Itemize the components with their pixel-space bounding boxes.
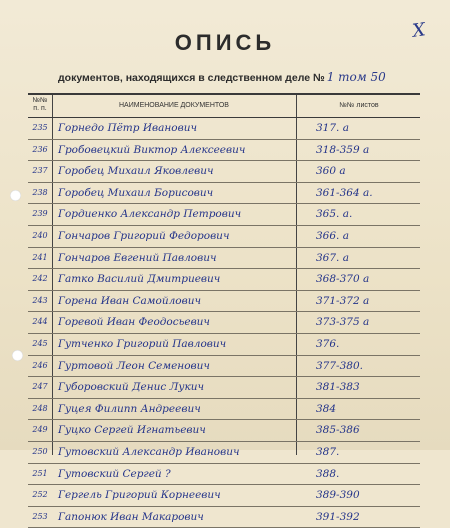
table-row — [28, 356, 420, 378]
row-document: Горена Иван Самойлович — [58, 294, 202, 307]
row-document: Гордиенко Александр Петрович — [58, 208, 242, 221]
row-sheets: 365. а. — [316, 208, 353, 221]
row-document: Гутовский Александр Иванович — [58, 445, 240, 458]
row-number: 238 — [32, 187, 48, 197]
row-document: Гробовецкий Виктор Алексеевич — [58, 143, 246, 156]
document-title: ОПИСЬ — [174, 30, 276, 55]
table-row — [28, 399, 420, 421]
row-document: Гергель Григорий Корнеевич — [58, 489, 221, 502]
table-row — [28, 507, 420, 528]
row-document: Гатко Василий Дмитриевич — [58, 273, 221, 286]
row-document: Гапонюк Иван Макарович — [58, 510, 204, 523]
row-sheets: 361-364 а. — [316, 186, 373, 199]
table-header — [28, 95, 420, 118]
row-sheets: 371-372 а — [316, 294, 370, 307]
row-number: 242 — [32, 274, 48, 284]
row-sheets: 389-390 — [316, 489, 360, 502]
punch-hole-bottom — [12, 350, 23, 361]
row-number: 243 — [32, 295, 48, 305]
punch-hole-top — [10, 190, 21, 201]
row-number: 241 — [32, 252, 48, 262]
row-number: 236 — [32, 144, 48, 154]
row-document: Гончаров Григорий Федорович — [58, 229, 230, 242]
header-documents: НАИМЕНОВАНИЕ ДОКУМЕНТОВ — [119, 102, 229, 109]
row-sheets: 376. — [316, 337, 340, 350]
row-number: 251 — [32, 468, 48, 478]
row-document: Горобец Михаил Яковлевич — [58, 165, 214, 178]
row-sheets: 377-380. — [316, 359, 363, 372]
table-row — [28, 269, 420, 291]
document-subtitle — [58, 70, 450, 84]
row-document: Горевой Иван Феодосьевич — [58, 316, 210, 329]
row-number: 240 — [32, 230, 48, 240]
row-sheets: 366. а — [316, 229, 349, 242]
row-sheets: 318-359 а — [316, 143, 370, 156]
row-sheets: 388. — [316, 467, 340, 480]
row-number: 252 — [32, 490, 48, 500]
inventory-table — [28, 93, 420, 528]
row-number: 235 — [32, 123, 48, 132]
row-document: Гуртовой Леон Семенович — [58, 359, 210, 372]
row-sheets: 381-383 — [316, 381, 360, 394]
row-document: Гутченко Григорий Павлович — [58, 337, 227, 350]
row-number: 239 — [32, 209, 48, 219]
row-sheets: 385-386 — [316, 424, 360, 437]
row-document: Гончаров Евгений Павлович — [58, 251, 217, 264]
row-number: 250 — [32, 446, 48, 456]
row-number: 248 — [32, 403, 48, 413]
table-row — [28, 291, 420, 313]
row-number: 247 — [32, 382, 48, 392]
row-sheets: 317. а — [316, 122, 349, 134]
row-document: Горнедо Пётр Иванович — [58, 122, 197, 134]
table-row — [28, 118, 420, 140]
table-row — [28, 226, 420, 248]
header-sheets: №№ листов — [339, 102, 379, 109]
table-row — [28, 334, 420, 356]
table-row — [28, 464, 420, 486]
table-row — [28, 312, 420, 334]
row-number: 253 — [32, 511, 48, 521]
row-sheets: 367. а — [316, 251, 349, 264]
row-number: 244 — [32, 317, 48, 327]
corner-handwritten-mark: X — [411, 19, 427, 42]
table-row — [28, 377, 420, 399]
table-row — [28, 485, 420, 507]
table-body — [28, 118, 420, 528]
row-sheets: 387. — [316, 445, 340, 458]
row-number: 237 — [32, 166, 48, 176]
table-row — [28, 140, 420, 162]
row-number: 246 — [32, 360, 48, 370]
subtitle-text: документов, находящихся в следственном деле № — [58, 72, 325, 84]
header-number: №№ п. п. — [32, 97, 48, 112]
row-document: Гуцко Сергей Игнатьевич — [58, 424, 206, 437]
row-sheets: 368-370 а — [316, 273, 370, 286]
row-document: Губоровский Денис Лукич — [58, 381, 205, 394]
table-row — [28, 183, 420, 205]
table-row — [28, 204, 420, 226]
row-sheets: 373-375 а — [316, 316, 370, 329]
row-document: Гутовский Сергей ? — [58, 467, 171, 480]
row-number: 249 — [32, 425, 48, 435]
row-sheets: 360 а — [316, 165, 346, 178]
row-document: Горобец Михаил Борисович — [58, 186, 214, 199]
row-document: Гуцея Филипп Андреевич — [58, 402, 201, 415]
case-number: 1 том 50 — [326, 70, 386, 84]
table-row — [28, 248, 420, 270]
table-row — [28, 442, 420, 464]
row-sheets: 391-392 — [316, 510, 360, 523]
row-number: 245 — [32, 338, 48, 348]
table-row — [28, 420, 420, 442]
table-row — [28, 161, 420, 183]
row-sheets: 384 — [316, 402, 337, 415]
